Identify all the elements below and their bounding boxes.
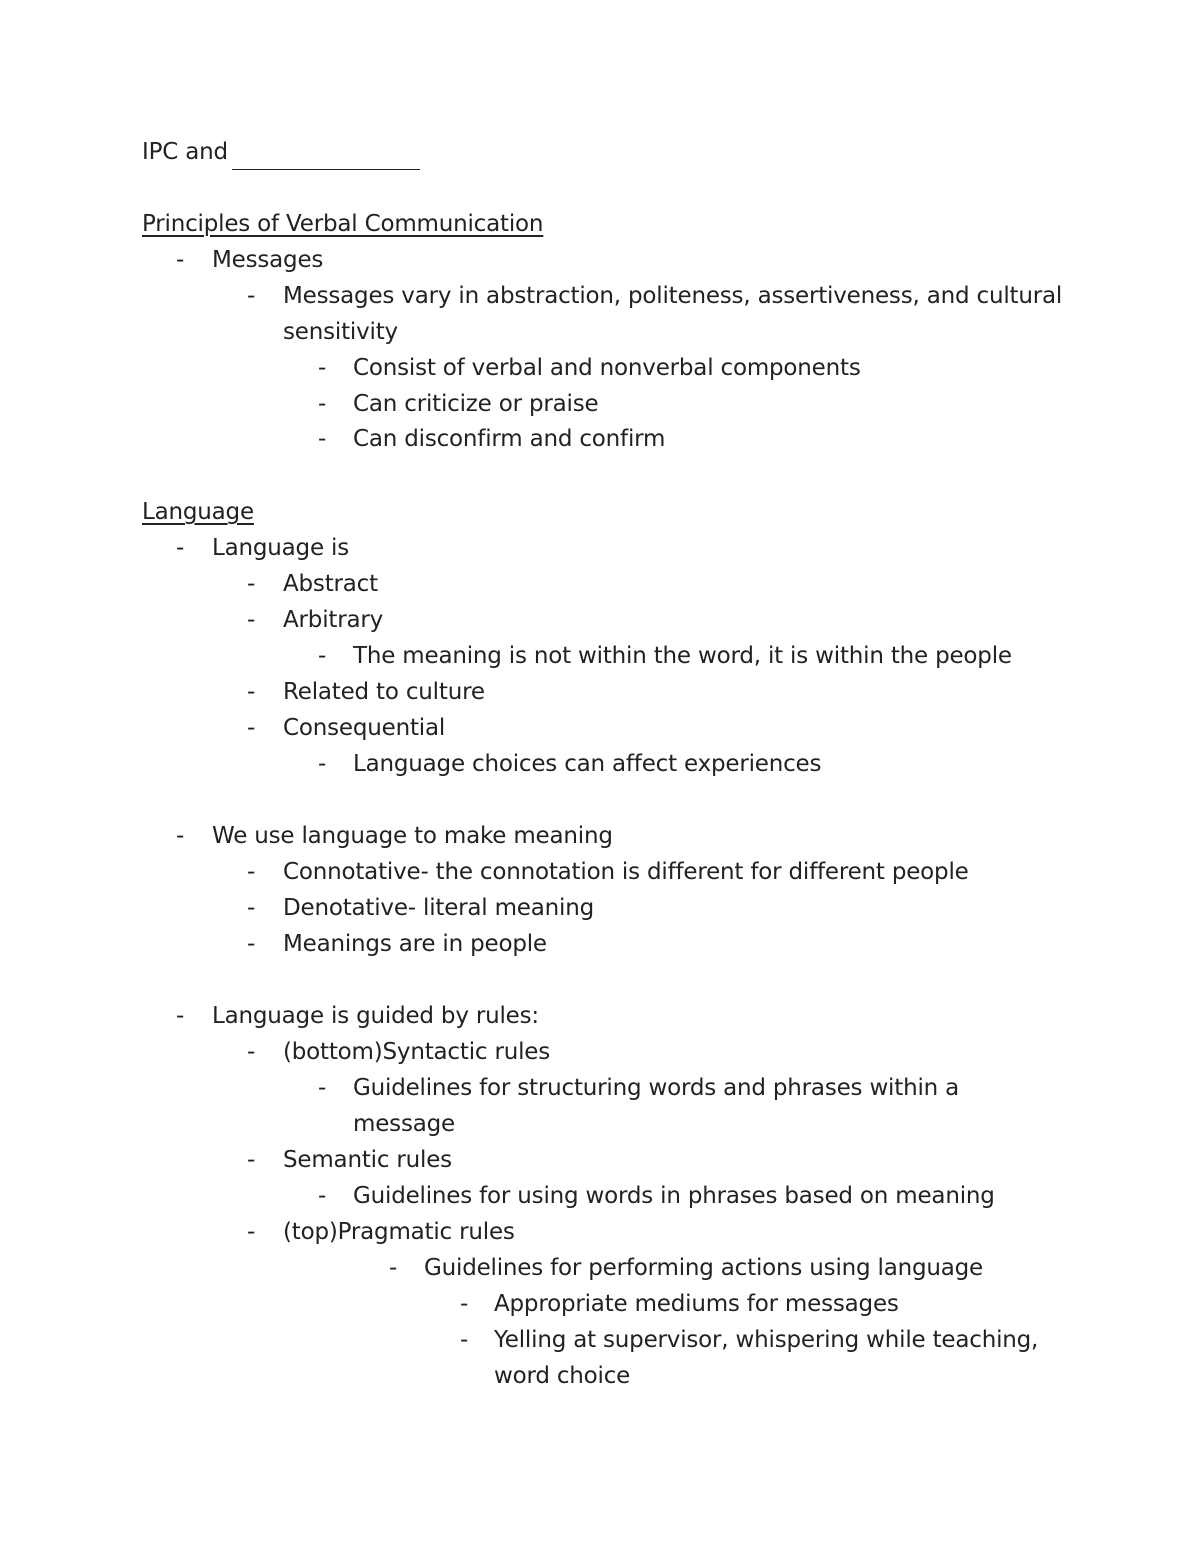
list-item: Messages [212, 247, 324, 273]
bullet-dash: - [247, 1147, 256, 1173]
bullet-dash: - [247, 895, 256, 921]
bullet-dash: - [318, 751, 327, 777]
list-item: Meanings are in people [283, 931, 547, 957]
bullet-dash: - [247, 679, 256, 705]
bullet-dash: - [247, 1219, 256, 1245]
list-item: Language is [212, 535, 349, 561]
bullet-dash: - [247, 283, 256, 309]
list-item: Messages vary in abstraction, politeness, assertiveness, and cultural [283, 283, 1063, 309]
list-item: Yelling at supervisor, whispering while teaching, [494, 1327, 1039, 1353]
list-item: Guidelines for using words in phrases based on meaning [353, 1183, 995, 1209]
bullet-dash: - [318, 1075, 327, 1101]
bullet-dash: - [460, 1291, 469, 1317]
list-item: Arbitrary [283, 607, 384, 633]
bullet-dash: - [247, 715, 256, 741]
list-item: (bottom)Syntactic rules [283, 1039, 550, 1065]
list-item-continuation: word choice [494, 1363, 631, 1389]
bullet-dash: - [318, 1183, 327, 1209]
list-item: Abstract [283, 571, 378, 597]
list-item: Related to culture [283, 679, 485, 705]
list-item: Appropriate mediums for messages [494, 1291, 899, 1317]
bullet-dash: - [176, 1003, 185, 1029]
list-item: Consist of verbal and nonverbal components [353, 355, 861, 381]
bullet-dash: - [247, 859, 256, 885]
bullet-dash: - [247, 571, 256, 597]
list-item: Connotative- the connotation is different for different people [283, 859, 969, 885]
bullet-dash: - [247, 931, 256, 957]
section-heading-principles: Principles of Verbal Communication [142, 211, 544, 237]
list-item: Language choices can affect experiences [353, 751, 822, 777]
list-item: Semantic rules [283, 1147, 452, 1173]
bullet-dash: - [318, 426, 327, 452]
list-item: Guidelines for structuring words and phrases within a [353, 1075, 960, 1101]
bullet-dash: - [318, 391, 327, 417]
bullet-dash: - [318, 355, 327, 381]
bullet-dash: - [318, 643, 327, 669]
bullet-dash: - [389, 1255, 398, 1281]
title-blank-line [232, 145, 420, 170]
list-item: The meaning is not within the word, it is within the people [353, 643, 1012, 669]
list-item: Guidelines for performing actions using language [424, 1255, 983, 1281]
bullet-dash: - [460, 1327, 469, 1353]
bullet-dash: - [176, 823, 185, 849]
title-prefix: IPC and [142, 139, 228, 165]
list-item: Denotative- literal meaning [283, 895, 594, 921]
bullet-dash: - [176, 535, 185, 561]
list-item: (top)Pragmatic rules [283, 1219, 515, 1245]
list-item-continuation: sensitivity [283, 319, 398, 345]
bullet-dash: - [176, 247, 185, 273]
list-item: We use language to make meaning [212, 823, 613, 849]
list-item: Consequential [283, 715, 446, 741]
document-title [142, 134, 420, 170]
list-item: Can disconfirm and confirm [353, 426, 666, 452]
bullet-dash: - [247, 607, 256, 633]
section-heading-language: Language [142, 499, 254, 525]
list-item: Language is guided by rules: [212, 1003, 539, 1029]
list-item-continuation: message [353, 1111, 455, 1137]
list-item: Can criticize or praise [353, 391, 599, 417]
bullet-dash: - [247, 1039, 256, 1065]
